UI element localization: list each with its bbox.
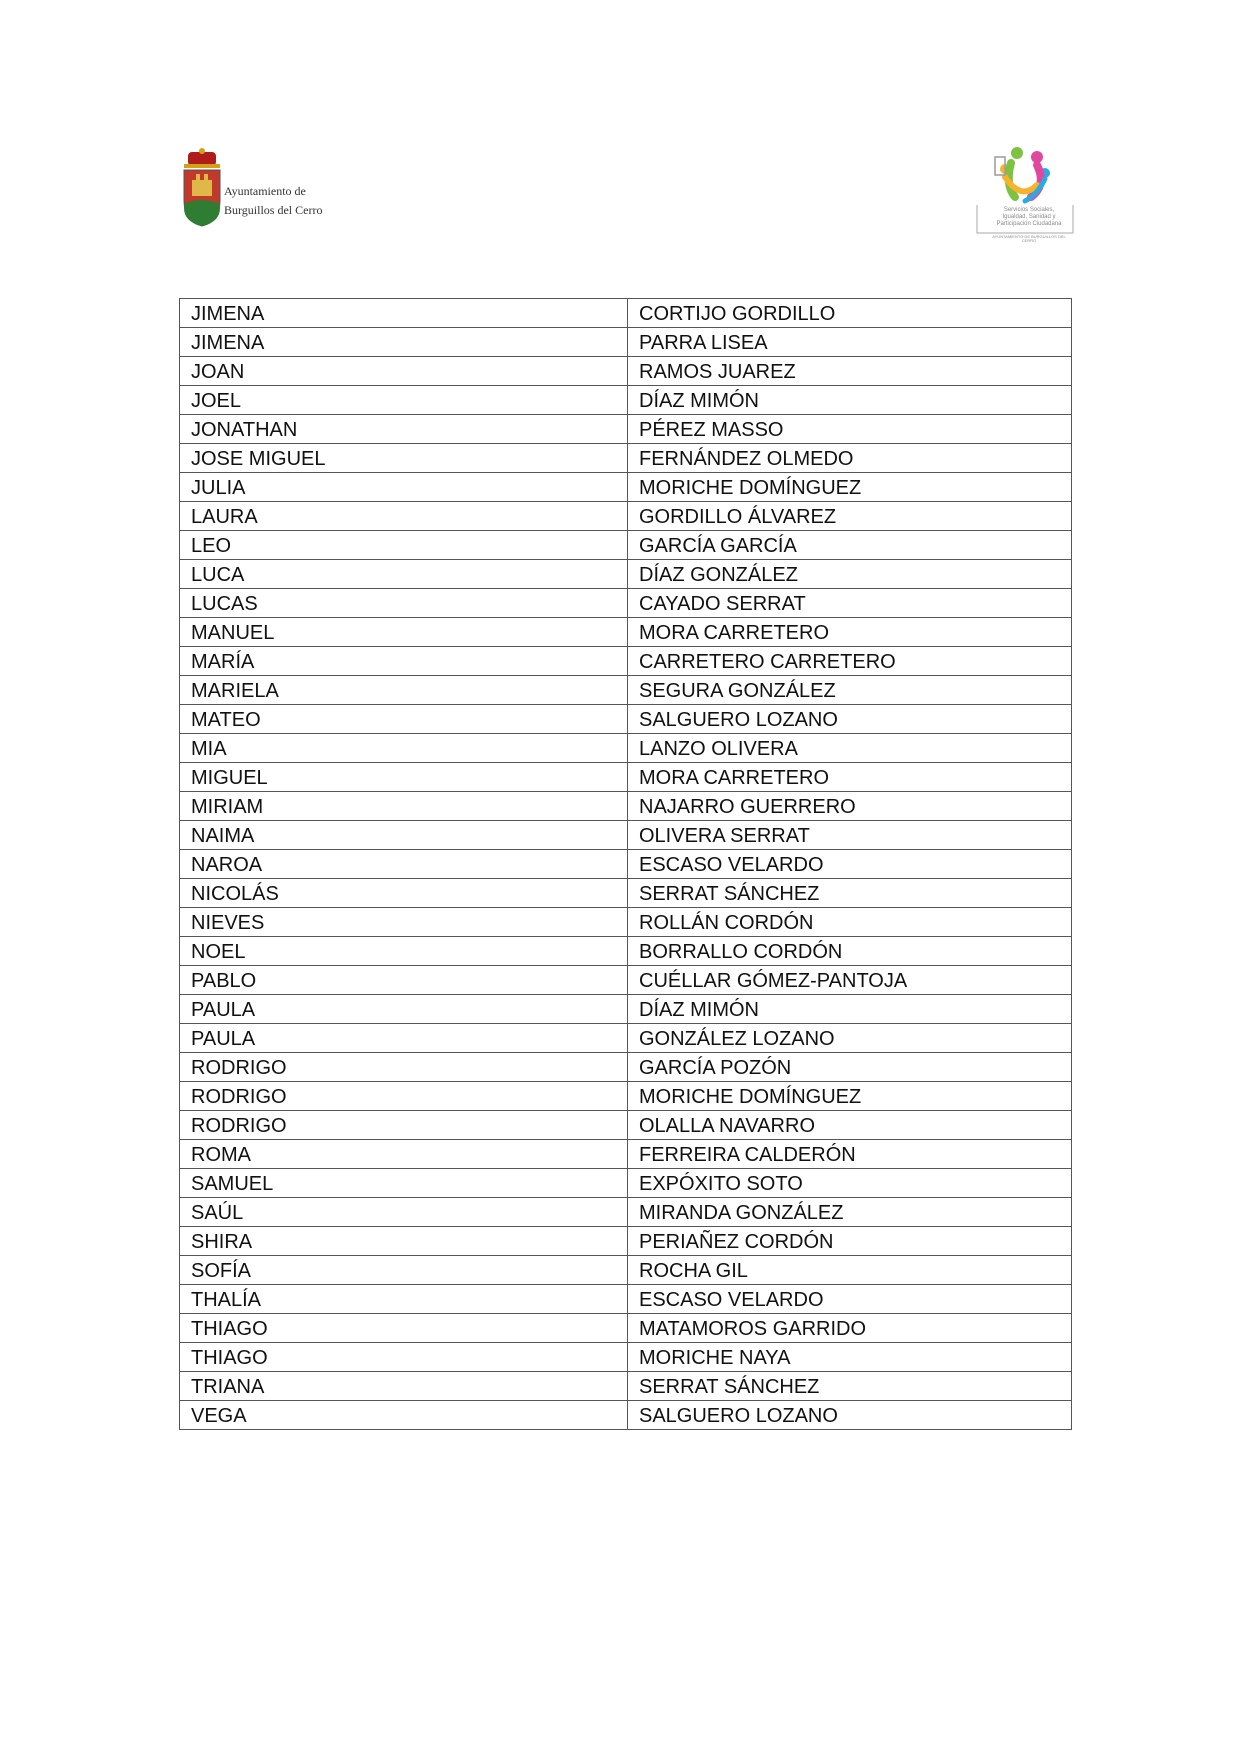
table-row (180, 1024, 1072, 1053)
first-name-cell: THIAGO (180, 1314, 628, 1343)
first-name-cell: MIGUEL (180, 763, 628, 792)
first-name-cell: PAULA (180, 1024, 628, 1053)
surname-cell: ROCHA GIL (628, 1256, 1072, 1285)
table-row (180, 328, 1072, 357)
table-row (180, 966, 1072, 995)
coat-of-arms-icon (180, 148, 224, 228)
table-row (180, 647, 1072, 676)
table-row (180, 473, 1072, 502)
table-row (180, 386, 1072, 415)
surname-cell: MATAMOROS GARRIDO (628, 1314, 1072, 1343)
surname-cell: GORDILLO ÁLVAREZ (628, 502, 1072, 531)
first-name-cell: JOEL (180, 386, 628, 415)
first-name-cell: RODRIGO (180, 1082, 628, 1111)
table-row (180, 792, 1072, 821)
table-row (180, 502, 1072, 531)
surname-cell: PÉREZ MASSO (628, 415, 1072, 444)
first-name-cell: TRIANA (180, 1372, 628, 1401)
surname-cell: PERIAÑEZ CORDÓN (628, 1227, 1072, 1256)
first-name-cell: JULIA (180, 473, 628, 502)
first-name-cell: PAULA (180, 995, 628, 1024)
servicios-sociales-logo (975, 145, 1075, 245)
first-name-cell: RODRIGO (180, 1053, 628, 1082)
surname-cell: OLIVERA SERRAT (628, 821, 1072, 850)
table-row (180, 1111, 1072, 1140)
first-name-cell: JOAN (180, 357, 628, 386)
table-row (180, 1140, 1072, 1169)
surname-cell: MIRANDA GONZÁLEZ (628, 1198, 1072, 1227)
first-name-cell: JIMENA (180, 299, 628, 328)
surname-cell: SALGUERO LOZANO (628, 705, 1072, 734)
surname-cell: CORTIJO GORDILLO (628, 299, 1072, 328)
table-row (180, 1082, 1072, 1111)
first-name-cell: NAIMA (180, 821, 628, 850)
logo-text-line4: AYUNTAMIENTO DE BURGUILLOS DEL CERRO (992, 234, 1066, 243)
table-row (180, 1343, 1072, 1372)
first-name-cell: SHIRA (180, 1227, 628, 1256)
first-name-cell: SAMUEL (180, 1169, 628, 1198)
table-row (180, 1401, 1072, 1430)
table-row (180, 560, 1072, 589)
names-table-body (180, 299, 1072, 1430)
surname-cell: ESCASO VELARDO (628, 1285, 1072, 1314)
surname-cell: FERREIRA CALDERÓN (628, 1140, 1072, 1169)
surname-cell: CUÉLLAR GÓMEZ-PANTOJA (628, 966, 1072, 995)
logo-text-line2: Burguillos del Cerro (224, 203, 323, 217)
first-name-cell: JIMENA (180, 328, 628, 357)
first-name-cell: MARIELA (180, 676, 628, 705)
surname-cell: MORA CARRETERO (628, 618, 1072, 647)
first-name-cell: SAÚL (180, 1198, 628, 1227)
table-row (180, 937, 1072, 966)
ayuntamiento-logo (180, 148, 330, 233)
logo-text-line3: Participación Ciudadana (996, 221, 1062, 227)
first-name-cell: LUCAS (180, 589, 628, 618)
table-row (180, 850, 1072, 879)
table-row (180, 357, 1072, 386)
surname-cell: DÍAZ MIMÓN (628, 995, 1072, 1024)
first-name-cell: MIRIAM (180, 792, 628, 821)
first-name-cell: JONATHAN (180, 415, 628, 444)
surname-cell: OLALLA NAVARRO (628, 1111, 1072, 1140)
first-name-cell: NOEL (180, 937, 628, 966)
first-name-cell: NAROA (180, 850, 628, 879)
surname-cell: GARCÍA GARCÍA (628, 531, 1072, 560)
table-row (180, 415, 1072, 444)
surname-cell: RAMOS JUAREZ (628, 357, 1072, 386)
table-row (180, 1169, 1072, 1198)
first-name-cell: SOFÍA (180, 1256, 628, 1285)
surname-cell: ROLLÁN CORDÓN (628, 908, 1072, 937)
surname-cell: MORICHE DOMÍNGUEZ (628, 1082, 1072, 1111)
table-row (180, 821, 1072, 850)
surname-cell: MORA CARRETERO (628, 763, 1072, 792)
table-row (180, 1256, 1072, 1285)
first-name-cell: MARÍA (180, 647, 628, 676)
first-name-cell: LUCA (180, 560, 628, 589)
first-name-cell: LEO (180, 531, 628, 560)
first-name-cell: MANUEL (180, 618, 628, 647)
table-row (180, 299, 1072, 328)
table-row (180, 1285, 1072, 1314)
first-name-cell: THIAGO (180, 1343, 628, 1372)
logo-text-line1: Servicios Sociales, (1003, 207, 1055, 213)
surname-cell: CAYADO SERRAT (628, 589, 1072, 618)
surname-cell: SALGUERO LOZANO (628, 1401, 1072, 1430)
table-row (180, 1372, 1072, 1401)
surname-cell: GARCÍA POZÓN (628, 1053, 1072, 1082)
table-row (180, 531, 1072, 560)
table-row (180, 676, 1072, 705)
surname-cell: BORRALLO CORDÓN (628, 937, 1072, 966)
first-name-cell: PABLO (180, 966, 628, 995)
surname-cell: MORICHE NAYA (628, 1343, 1072, 1372)
surname-cell: DÍAZ MIMÓN (628, 386, 1072, 415)
surname-cell: CARRETERO CARRETERO (628, 647, 1072, 676)
first-name-cell: NIEVES (180, 908, 628, 937)
surname-cell: LANZO OLIVERA (628, 734, 1072, 763)
surname-cell: ESCASO VELARDO (628, 850, 1072, 879)
surname-cell: FERNÁNDEZ OLMEDO (628, 444, 1072, 473)
first-name-cell: THALÍA (180, 1285, 628, 1314)
surname-cell: EXPÓXITO SOTO (628, 1169, 1072, 1198)
table-row (180, 444, 1072, 473)
first-name-cell: JOSE MIGUEL (180, 444, 628, 473)
surname-cell: GONZÁLEZ LOZANO (628, 1024, 1072, 1053)
surname-cell: MORICHE DOMÍNGUEZ (628, 473, 1072, 502)
logo-text-line2: Igualdad, Sanidad y (1002, 214, 1056, 220)
family-figures-icon (975, 145, 1075, 205)
table-row (180, 1053, 1072, 1082)
surname-cell: SERRAT SÁNCHEZ (628, 879, 1072, 908)
surname-cell: DÍAZ GONZÁLEZ (628, 560, 1072, 589)
table-row (180, 705, 1072, 734)
surname-cell: SEGURA GONZÁLEZ (628, 676, 1072, 705)
first-name-cell: MATEO (180, 705, 628, 734)
names-table (179, 298, 1072, 1430)
logo-text-line1: Ayuntamiento de (224, 184, 306, 198)
table-row (180, 1227, 1072, 1256)
table-row (180, 1314, 1072, 1343)
first-name-cell: LAURA (180, 502, 628, 531)
table-row (180, 879, 1072, 908)
table-row (180, 1198, 1072, 1227)
table-row (180, 618, 1072, 647)
first-name-cell: NICOLÁS (180, 879, 628, 908)
table-row (180, 589, 1072, 618)
first-name-cell: ROMA (180, 1140, 628, 1169)
surname-cell: SERRAT SÁNCHEZ (628, 1372, 1072, 1401)
first-name-cell: MIA (180, 734, 628, 763)
table-row (180, 908, 1072, 937)
table-row (180, 995, 1072, 1024)
table-row (180, 763, 1072, 792)
surname-cell: NAJARRO GUERRERO (628, 792, 1072, 821)
first-name-cell: VEGA (180, 1401, 628, 1430)
first-name-cell: RODRIGO (180, 1111, 628, 1140)
surname-cell: PARRA LISEA (628, 328, 1072, 357)
table-row (180, 734, 1072, 763)
